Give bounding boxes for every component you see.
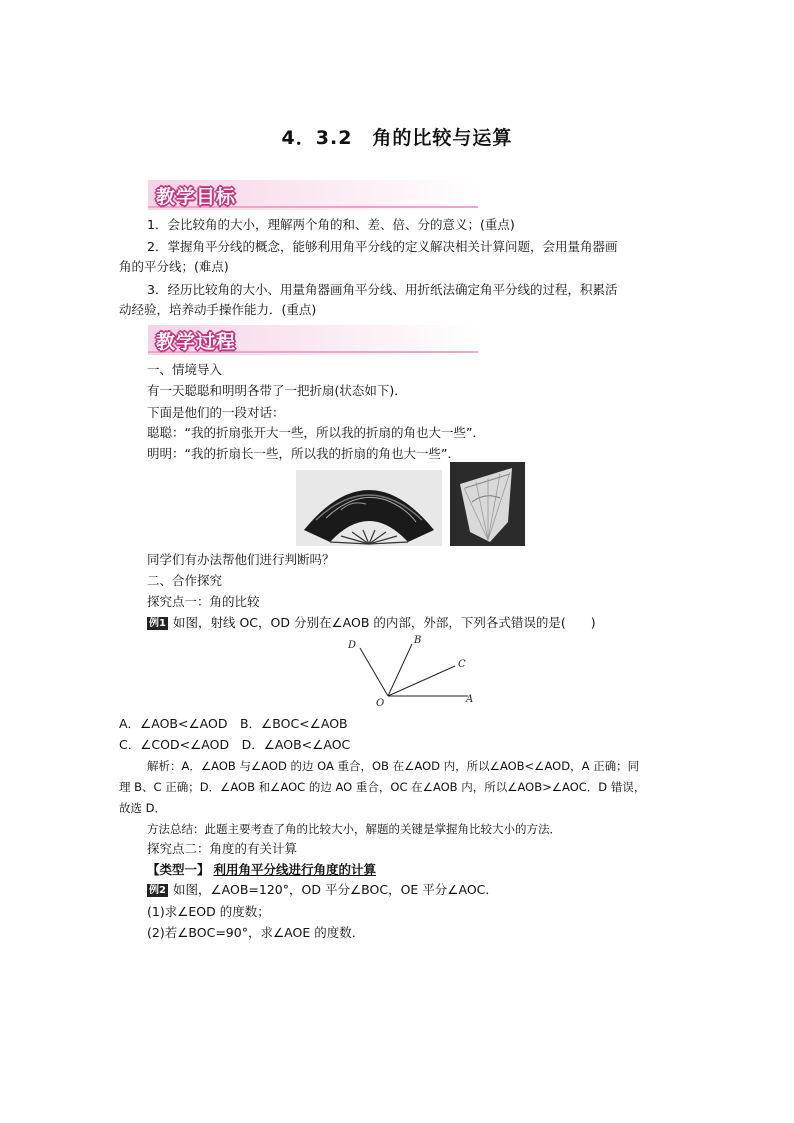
- process-banner-text: 教学过程: [156, 331, 237, 353]
- ray-OB: [388, 644, 412, 696]
- label-A: A: [466, 694, 474, 705]
- process-banner: [148, 325, 478, 355]
- ray-OC: [388, 666, 455, 696]
- intro-heading: 一、情境导入: [147, 362, 223, 377]
- objective-2-line-1: 2．掌握角平分线的概念，能够利用角平分线的定义解决相关计算问题，会用量角器画: [147, 239, 618, 254]
- type-1-heading: [147, 862, 376, 878]
- example-2-text: 如图，∠AOB=120°，OD 平分∠BOC，OE 平分∠AOC．: [172, 882, 498, 897]
- example-2-label: 例2: [149, 885, 166, 896]
- objective-2-line-2: 角的平分线；(难点): [119, 259, 229, 274]
- black-fan-drawing: [296, 470, 442, 546]
- example-2: [147, 882, 498, 898]
- black-fan-image: [296, 470, 442, 546]
- angle-diagram: [340, 634, 490, 708]
- label-O: O: [376, 698, 385, 708]
- options-a-b: A．∠AOB<∠AOD B．∠BOC<∠AOB: [119, 716, 348, 731]
- analysis-line-3: 故选 D．: [119, 801, 167, 815]
- intro-paragraph-1: 有一天聪聪和明明各带了一把折扇(状态如下)．: [147, 383, 407, 398]
- objectives-banner: [148, 180, 478, 210]
- objectives-banner-text: 教学目标: [156, 186, 237, 208]
- explore-point-2: 探究点二：角度的有关计算: [147, 841, 298, 856]
- intro-paragraph-2: 下面是他们的一段对话：: [147, 405, 285, 420]
- explore-point-1: 探究点一：角的比较: [147, 594, 260, 609]
- options-c-d: C．∠COD<∠AOD D．∠AOB<∠AOC: [119, 737, 351, 752]
- type-1-title: 利用角平分线进行角度的计算: [213, 862, 377, 877]
- label-D: D: [348, 640, 357, 651]
- analysis-line-2: 理 B、C 正确；D．∠AOB 和∠AOC 的边 AO 重合，OC 在∠AOB 内，所以∠AOB>∠AOC．D 错误，: [119, 780, 646, 794]
- example-1: [147, 615, 596, 631]
- example-1-text: 如图，射线 OC，OD 分别在∠AOB 的内部，外部，下列各式错误的是( ): [172, 615, 596, 630]
- intro-paragraph-3: 聪聪：“我的折扇张开大一些，所以我的折扇的角也大一些”．: [147, 425, 485, 440]
- label-B: B: [414, 635, 422, 646]
- question-1: (1)求∠EOD 的度数；: [147, 904, 270, 919]
- label-C: C: [458, 659, 466, 670]
- ray-OD: [360, 648, 388, 696]
- method-summary: 方法总结：此题主要考查了角的比较大小，解题的关键是掌握角比较大小的方法．: [147, 822, 561, 836]
- analysis-line-1: 解析：A．∠AOB 与∠AOD 的边 OA 重合，OB 在∠AOD 内，所以∠AOB<∠AOD，A 正确；同: [147, 759, 640, 773]
- objective-3-line-1: 3．经历比较角的大小、用量角器画角平分线、用折纸法确定角平分线的过程，积累活: [147, 282, 618, 297]
- page-title: 4．3.2 角的比较与运算: [281, 127, 513, 149]
- type-1-bracket: 【类型一】: [147, 862, 210, 877]
- question-2: (2)若∠BOC=90°，求∠AOE 的度数．: [147, 925, 365, 940]
- white-fan-image: [450, 462, 525, 546]
- white-fan-drawing: [450, 462, 525, 546]
- example-1-label: 例1: [149, 618, 166, 629]
- objective-1: 1．会比较角的大小，理解两个角的和、差、倍、分的意义；(重点): [147, 217, 515, 232]
- explore-heading: 二、合作探究: [147, 573, 223, 588]
- intro-question: 同学们有办法帮他们进行判断吗？: [147, 552, 335, 567]
- intro-paragraph-4: 明明：“我的折扇长一些，所以我的折扇的角也大一些”．: [147, 446, 460, 461]
- objective-3-line-2: 动经验，培养动手操作能力．(重点): [119, 302, 317, 317]
